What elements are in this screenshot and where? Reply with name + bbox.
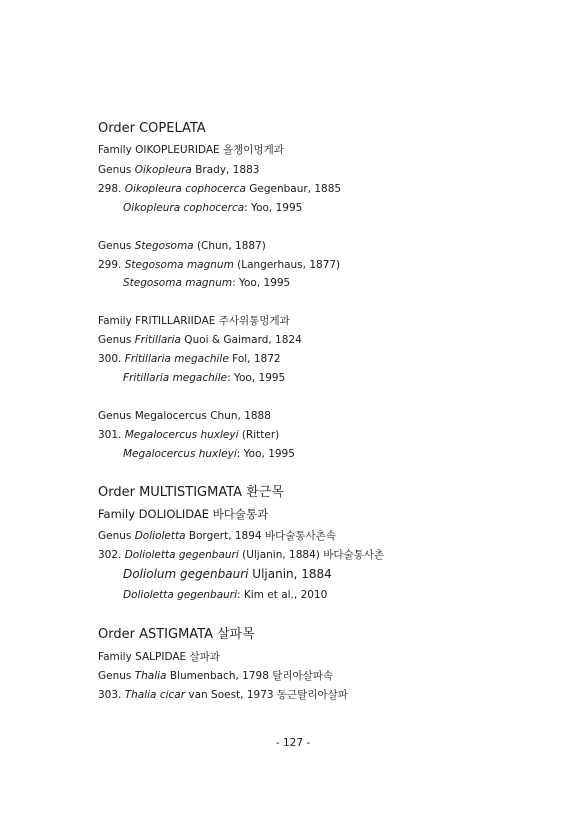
genus-line xyxy=(98,333,302,347)
synonym-line xyxy=(123,276,290,290)
page-number: - 127 - xyxy=(275,737,311,749)
line-text: Family DOLIOLIDAE 바다술통과 xyxy=(98,507,269,521)
taxon-name: Fritillaria megachile xyxy=(124,353,229,365)
taxon-name: Megalocercus huxleyi xyxy=(123,448,237,460)
line-text: Genus xyxy=(98,240,135,252)
taxon-name: Stegosoma xyxy=(134,240,194,252)
taxon-name: Dolioletta xyxy=(134,530,186,542)
line-text: Order COPELATA xyxy=(98,121,206,136)
line-text: van Soest, 1973 동근탈리아살파 xyxy=(185,689,348,701)
taxon-name: Fritillaria megachile xyxy=(123,372,228,384)
family-line xyxy=(98,314,290,328)
synonym-line xyxy=(123,201,302,215)
line-text: Family OIKOPLEURIDAE 올챙이멍게과 xyxy=(98,144,284,156)
line-text: 300. xyxy=(98,353,125,365)
family-line xyxy=(98,143,284,157)
species-line xyxy=(98,182,341,196)
line-text: Genus xyxy=(98,164,135,176)
line-text: (Langerhaus, 1877) xyxy=(233,259,341,271)
taxon-name: Oikopleura cophocerca xyxy=(123,202,245,214)
line-text: Family SALPIDAE 살파과 xyxy=(98,651,220,663)
order-heading xyxy=(98,121,206,137)
order-heading xyxy=(98,485,284,501)
line-text: Order ASTIGMATA 살파목 xyxy=(98,627,255,642)
taxon-name: Oikopleura cophocerca xyxy=(124,183,246,195)
synonym-line xyxy=(123,588,327,602)
order-heading xyxy=(98,627,255,643)
line-text: Brady, 1883 xyxy=(191,164,260,176)
species-line xyxy=(98,428,279,442)
species-line xyxy=(98,548,384,562)
species-line xyxy=(98,688,348,702)
genus-line xyxy=(98,239,266,253)
line-text: Quoi & Gaimard, 1824 xyxy=(180,334,302,346)
taxon-name: Megalocercus huxleyi xyxy=(124,429,239,441)
line-text: (Chun, 1887) xyxy=(193,240,266,252)
taxon-name: Stegosoma magnum xyxy=(123,277,233,289)
species-line xyxy=(98,258,340,272)
species-line xyxy=(98,352,281,366)
line-text: (Uljanin, 1884) 바다술통사촌 xyxy=(238,549,385,561)
line-text: Uljanin, 1884 xyxy=(248,567,332,581)
line-text: 302. xyxy=(98,549,125,561)
line-text: : Yoo, 1995 xyxy=(232,277,291,289)
line-text: 301. xyxy=(98,429,125,441)
line-text: Genus Megalocercus Chun, 1888 xyxy=(98,410,271,422)
synonym-line xyxy=(123,567,332,581)
family-line xyxy=(98,507,268,521)
line-text: : Yoo, 1995 xyxy=(244,202,303,214)
genus-line xyxy=(98,409,271,423)
line-text: : Yoo, 1995 xyxy=(227,372,286,384)
line-text: Blumenbach, 1798 탈리아살파속 xyxy=(166,670,334,682)
family-line xyxy=(98,650,220,664)
line-text: Order MULTISTIGMATA 환근목 xyxy=(98,485,284,500)
genus-line xyxy=(98,163,259,177)
synonym-line xyxy=(123,371,285,385)
line-text: 303. xyxy=(98,689,125,701)
taxon-name: Oikopleura xyxy=(134,164,192,176)
taxon-name: Thalia xyxy=(134,670,167,682)
line-text: Borgert, 1894 바다술통사촌속 xyxy=(185,530,336,542)
line-text: : Kim et al., 2010 xyxy=(237,589,328,601)
line-text: Gegenbaur, 1885 xyxy=(245,183,342,195)
line-text: 298. xyxy=(98,183,125,195)
line-text: (Ritter) xyxy=(238,429,280,441)
synonym-line xyxy=(123,447,295,461)
taxon-name: Stegosoma magnum xyxy=(124,259,234,271)
taxon-name: Doliolum gegenbauri xyxy=(123,567,249,581)
line-text: Genus xyxy=(98,334,135,346)
taxon-name: Fritillaria xyxy=(134,334,181,346)
line-text: : Yoo, 1995 xyxy=(236,448,295,460)
line-text: 299. xyxy=(98,259,125,271)
taxon-name: Thalia cicar xyxy=(124,689,186,701)
taxon-name: Dolioletta gegenbauri xyxy=(123,589,238,601)
line-text: Family FRITILLARIIDAE 주사위통멍게과 xyxy=(98,315,290,327)
line-text: Genus xyxy=(98,530,135,542)
genus-line xyxy=(98,529,336,543)
genus-line xyxy=(98,669,333,683)
line-text: Genus xyxy=(98,670,135,682)
taxon-name: Dolioletta gegenbauri xyxy=(124,549,239,561)
line-text: Fol, 1872 xyxy=(228,353,281,365)
